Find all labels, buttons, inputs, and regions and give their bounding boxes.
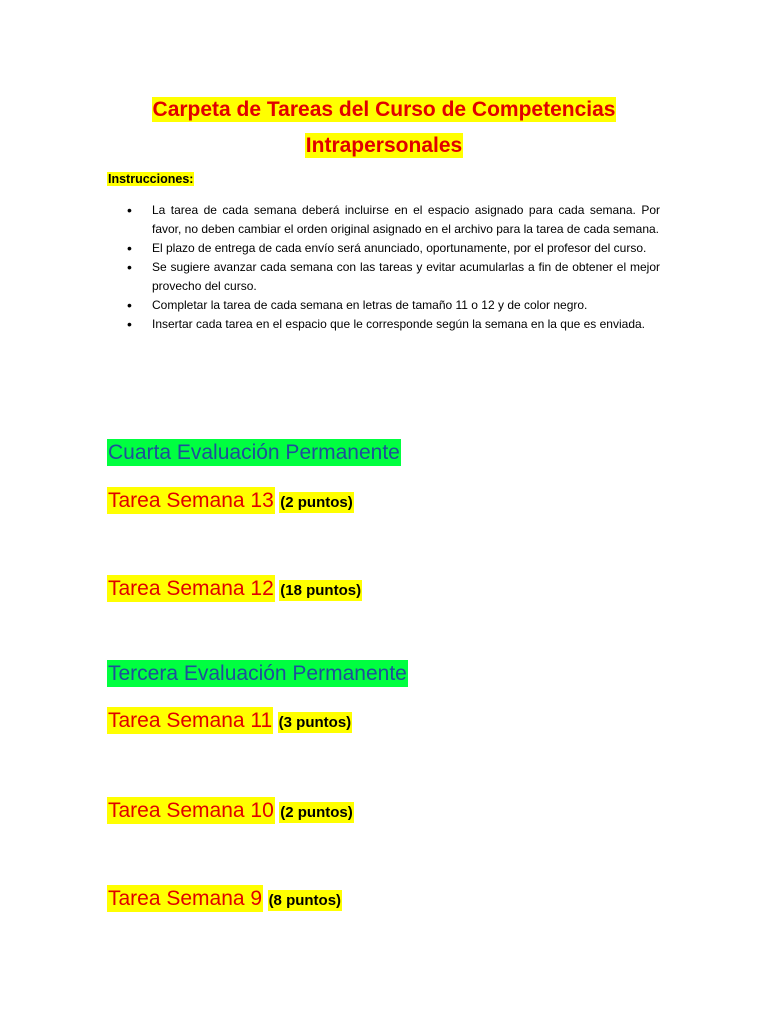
title-line-1: Carpeta de Tareas del Curso de Competencias [152,98,616,121]
task-points: (2 puntos) [280,494,353,511]
title-line-2: Intrapersonales [305,134,463,157]
task-week-13 [107,486,354,518]
task-week-9 [107,884,342,916]
instructions-label: Instrucciones: [108,172,194,186]
document-title [100,92,668,164]
task-name: Tarea Semana 11 [108,709,273,732]
task-points: (18 puntos) [280,582,362,599]
task-week-12 [107,574,362,606]
task-points: (2 puntos) [280,804,353,821]
task-week-11 [107,706,352,738]
instruction-item: • Insertar cada tarea en el espacio que le corresponde según la semana en la que es enviada. [107,315,660,334]
evaluation-heading: Cuarta Evaluación Permanente [108,441,400,464]
instruction-item: • Se sugiere avanzar cada semana con las tareas y evitar acumularlas a fin de obtener el mejor provecho del curso. [107,258,660,296]
task-name: Tarea Semana 12 [108,577,274,600]
instruction-item: • El plazo de entrega de cada envío será anunciado, oportunamente, por el profesor del curso. [107,239,660,258]
instruction-item: • La tarea de cada semana deberá incluirse en el espacio asignado para cada semana. Por favor, no deben cambiar el orden original asignado en el archivo para la tarea de cada semana. [107,201,660,239]
instruction-item: • Completar la tarea de cada semana en letras de tamaño 11 o 12 y de color negro. [107,296,660,315]
task-points: (8 puntos) [268,892,342,909]
task-name: Tarea Semana 9 [108,887,263,910]
evaluation-heading: Tercera Evaluación Permanente [108,662,407,685]
task-name: Tarea Semana 10 [108,799,274,822]
task-week-10 [107,796,354,828]
task-name: Tarea Semana 13 [108,489,274,512]
instructions-list [107,201,660,334]
task-points: (3 puntos) [278,714,352,731]
